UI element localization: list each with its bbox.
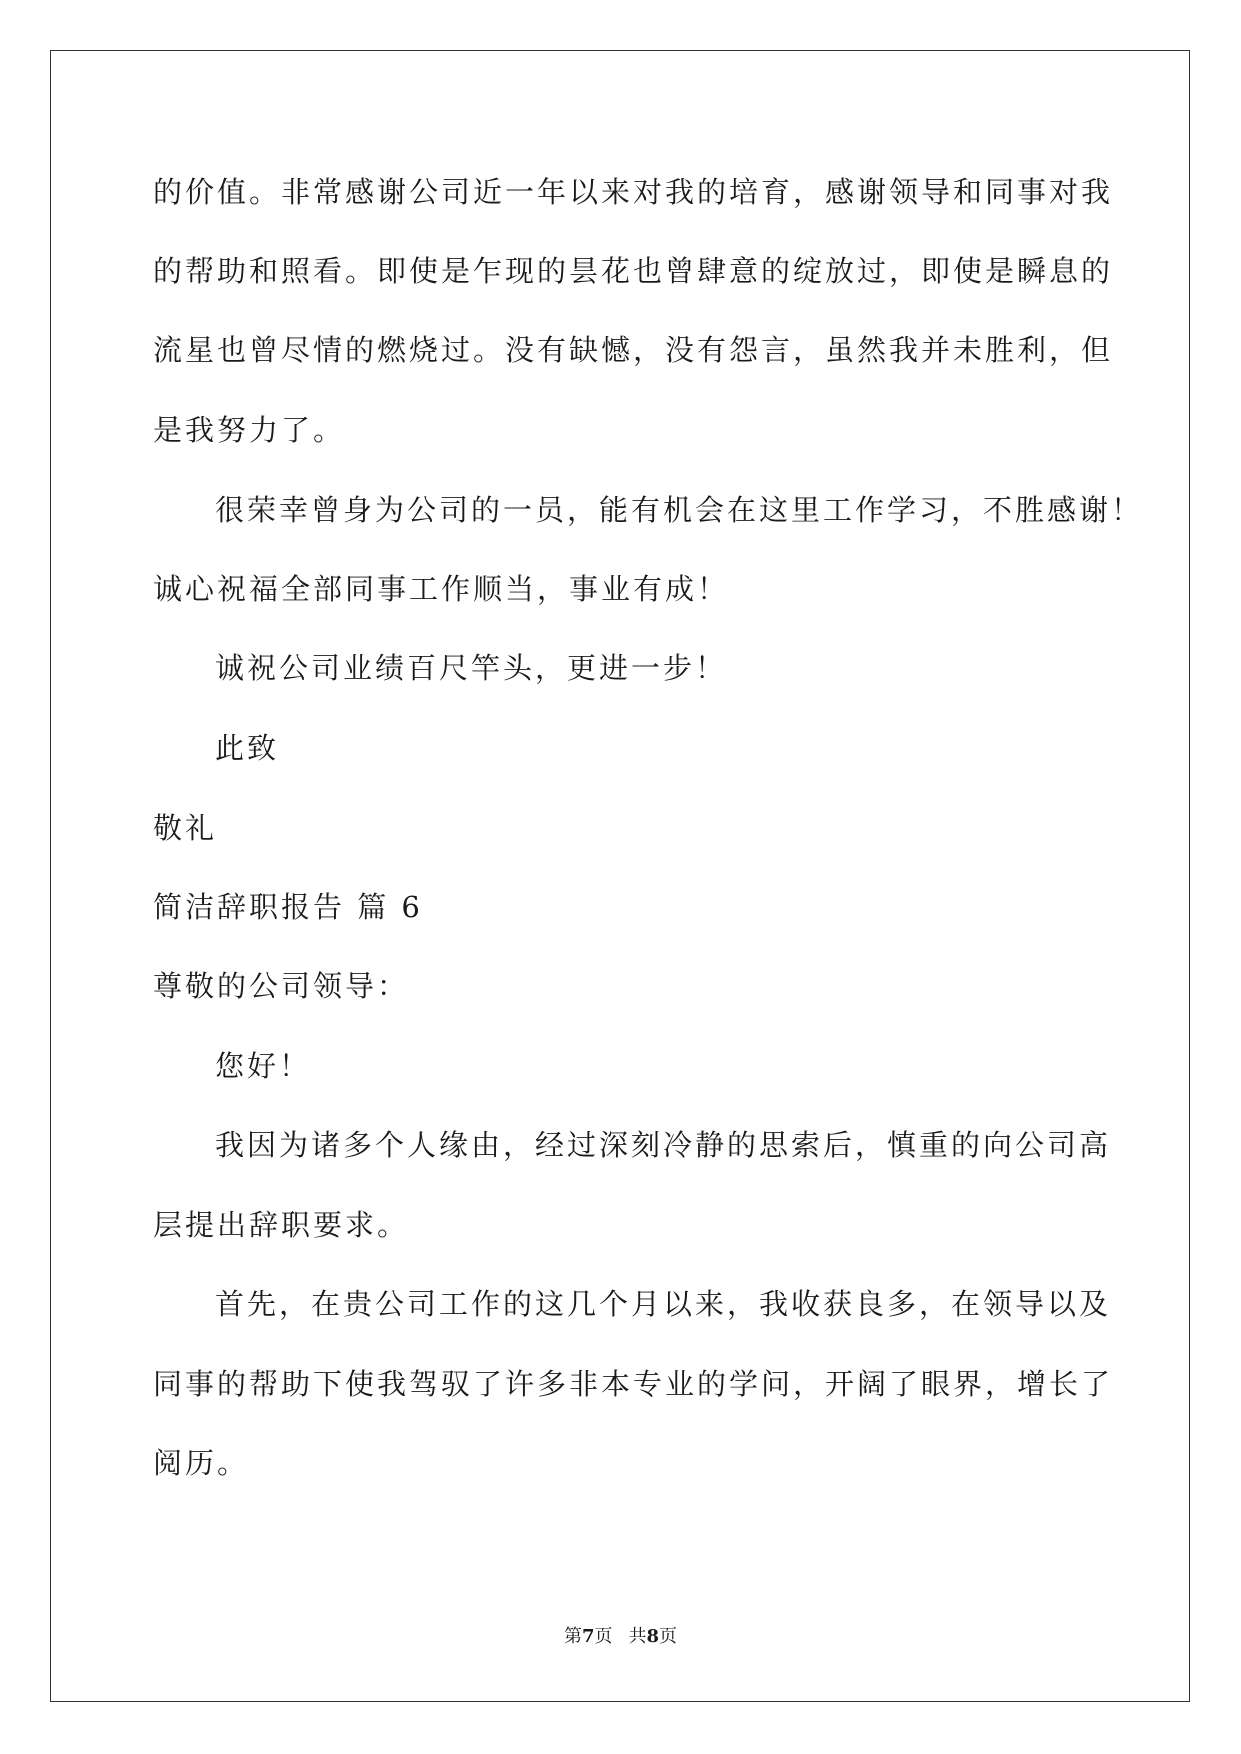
paragraph-line: 您好！ (215, 1049, 312, 1083)
total-prefix: 共 (628, 1626, 647, 1647)
paragraph-line: 诚心祝福全部同事工作顺当，事业有成！ (153, 572, 730, 606)
total-suffix: 页 (659, 1626, 678, 1647)
paragraph-line: 是我努力了。 (153, 413, 346, 447)
paragraph-line: 我因为诸多个人缘由，经过深刻冷静的思索后，慎重的向公司高 (215, 1128, 1112, 1162)
page-suffix: 页 (594, 1626, 613, 1647)
paragraph-line: 流星也曾尽情的燃烧过。没有缺憾，没有怨言，虽然我并未胜利，但 (153, 333, 1114, 367)
paragraph-line: 的帮助和照看。即使是乍现的昙花也曾肆意的绽放过，即使是瞬息的 (153, 254, 1114, 288)
total-pages: 8 (646, 1626, 660, 1647)
greeting-line: 尊敬的公司领导： (153, 969, 410, 1003)
paragraph-line: 首先，在贵公司工作的这几个月以来，我收获良多，在领导以及 (215, 1287, 1112, 1321)
section-heading: 简洁辞职报告 篇 6 (153, 890, 423, 924)
paragraph-line: 诚祝公司业绩百尺竿头，更进一步！ (215, 651, 728, 685)
page-footer (0, 1625, 1241, 1649)
paragraph-line: 同事的帮助下使我驾驭了许多非本专业的学问，开阔了眼界，增长了 (153, 1367, 1114, 1401)
paragraph-line: 层提出辞职要求。 (153, 1208, 410, 1242)
page-prefix: 第 (563, 1626, 582, 1647)
page-number: 7 (581, 1626, 595, 1647)
closing-regards: 敬礼 (153, 811, 218, 845)
paragraph-line: 阅历。 (153, 1446, 250, 1480)
closing-salutation: 此致 (215, 731, 280, 765)
paragraph-line: 的价值。非常感谢公司近一年以来对我的培育，感谢领导和同事对我 (153, 175, 1114, 209)
paragraph-line: 很荣幸曾身为公司的一员，能有机会在这里工作学习，不胜感谢！ (215, 493, 1144, 527)
